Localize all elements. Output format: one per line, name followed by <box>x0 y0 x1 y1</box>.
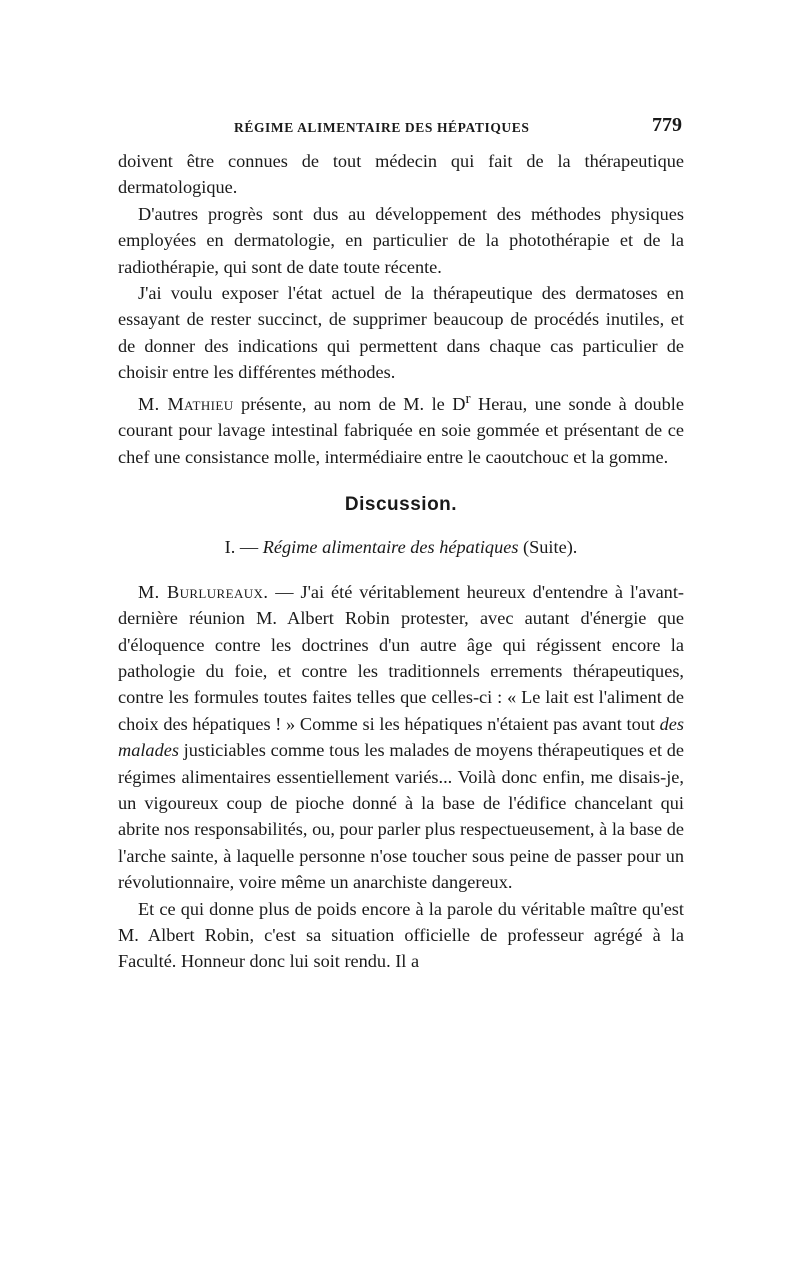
section-heading: Discussion. <box>344 493 458 515</box>
paragraph-burlureaux <box>118 579 684 896</box>
paragraph-text: justiciables comme tous les malades de moyens thérapeutiques et de régimes alimentaires essentiellement variés... Voilà donc enfin, me disais-je, un vigoureux coup de pioche donné à la base de l'édifice chancelant qui abrite nos responsabilités, ou, pour parler plus respectueusement, à la base de l'arche sainte, à laquelle personne n'ose toucher sous peine de passer pour un révolutionnaire, voire même un anarchiste dangereux. <box>118 740 684 893</box>
paragraph-physical-methods: D'autres progrès sont dus au développement des méthodes physiques employées en dermatologie, en particulier de la photothérapie et de la radiothérapie, qui sont de date toute récente. <box>118 203 684 277</box>
paragraph-text: présente, au nom de M. le D <box>233 393 466 414</box>
discussion-item-title <box>118 534 684 560</box>
paragraph-robin: Et ce qui donne plus de poids encore à la parole du véritable maître qu'est M. Albert Robin, c'est sa situation officielle de professeur agrégé à la Faculté. Honneur donc lui soit rendu. Il a <box>118 898 684 972</box>
item-title: Régime alimentaire des hépatiques <box>262 537 519 558</box>
superscript: r <box>465 389 471 407</box>
paragraph-mathieu <box>118 386 684 470</box>
paragraph-text: Herau, une sonde à double courant pour lavage intestinal fabriquée en soie gommée et présentant de ce chef une consistance molle, intermédiaire entre le caoutchouc et la gomme. <box>118 393 684 467</box>
paragraph-continuation: doivent être connues de tout médecin qui fait de la thérapeutique dermatologique. <box>118 151 684 198</box>
italic-text: des malades <box>118 713 684 761</box>
running-title: RÉGIME ALIMENTAIRE DES HÉPATIQUES <box>234 120 530 135</box>
paragraph-exposition: J'ai voulu exposer l'état actuel de la thérapeutique des dermatoses en essayant de rester succinct, de supprimer beaucoup de procédés inutiles, et de donner des indications qui permettent dans chaque cas particulier de choisir entre les différentes méthodes. <box>118 283 684 383</box>
item-suffix: (Suite). <box>518 537 578 558</box>
running-header <box>118 110 684 140</box>
speaker-name: M. Mathieu <box>138 393 234 414</box>
page <box>118 110 684 975</box>
body-text <box>118 148 684 975</box>
paragraph-text: — J'ai été véritablement heureux d'entendre à l'avant-dernière réunion M. Albert Robin protester, avec autant d'énergie que d'éloquence contre les doctrines d'un autre âge qui régissent encore la pathologie du foie, et contre les traditionnels errements thérapeutiques, contre les formules toutes faites telles que celles-ci : « Le lait est l'aliment de choix des hépatiques ! » Comme si les hépatiques n'étaient pas avant tout <box>118 581 684 734</box>
speaker-name: M. Burlureaux. <box>138 581 269 602</box>
item-number: I. — <box>224 537 263 558</box>
page-number: 779 <box>652 114 682 136</box>
